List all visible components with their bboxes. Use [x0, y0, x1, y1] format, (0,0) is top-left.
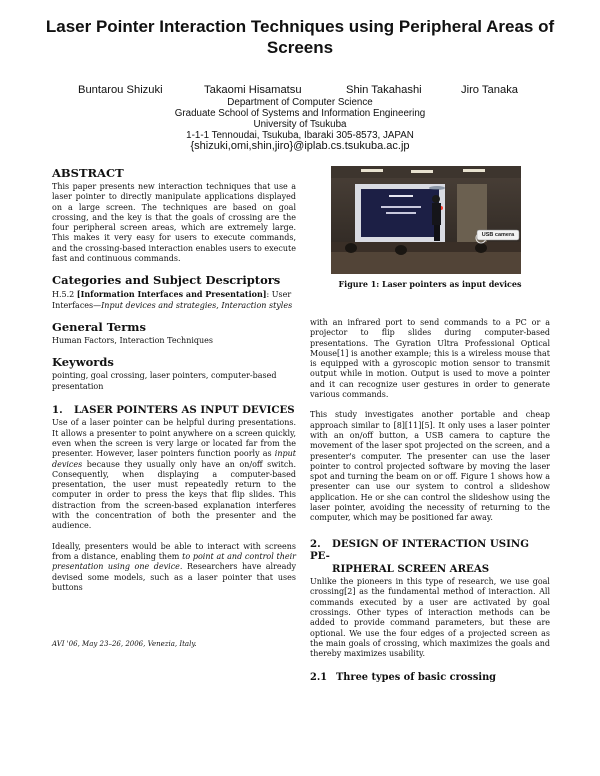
right-column	[310, 318, 550, 684]
presentation-room-illustration	[331, 166, 521, 274]
keywords-heading: Keywords	[52, 355, 114, 370]
paper-title: Laser Pointer Interaction Techniques using Peripheral Areas of Screens	[45, 17, 555, 57]
keywords-text: pointing, goal crossing, laser pointers, computer-based presentation	[52, 371, 277, 391]
text-run: Ideally, presenters would be able to interact with screens from a distance, enabling them	[52, 541, 296, 561]
section-title: LASER POINTERS AS INPUT DEVICES	[74, 403, 295, 416]
author-name: Takaomi Hisamatsu	[204, 84, 302, 96]
usb-camera-label: USB camera	[481, 232, 515, 238]
author-email: {shizuki,omi,shin,jiro}@iplab.cs.tsukuba.ac.jp	[190, 140, 410, 152]
text-run: Use of a laser pointer can be helpful during presentations. It allows a presenter to point anywhere on a screen quickly, even when the screen is very large or located far from the presenter. However, laser pointers function poorly as	[52, 418, 296, 459]
figure-photo	[331, 166, 521, 274]
affiliation-line: Department of Computer Science	[227, 97, 373, 108]
categories-code: H.5.2	[52, 290, 77, 300]
conference-footer: AVI '06, May 23–26, 2006, Venezia, Italy.	[52, 640, 197, 648]
categories-rest: : User Interfaces—	[52, 290, 292, 310]
categories-bold: [Information Interfaces and Presentation]	[76, 289, 267, 300]
general-terms-heading: General Terms	[52, 319, 146, 334]
abstract-text: This paper presents new interaction techniques that use a laser pointer to directly manipulate applications displayed on a large screen. The techniques are based on goal crossing, and the key is that the goals of crossing are the four peripheral screen areas, which are extremely large. This makes it very easy for users to execute commands, and the crossing-based interaction enables users to execute fast and continuous commands.	[52, 182, 296, 264]
affiliation-line: 1-1-1 Tennoudai, Tsukuba, Ibaraki 305-8573, JAPAN	[186, 130, 414, 141]
author-name: Buntarou Shizuki	[78, 84, 163, 96]
categories-heading: Categories and Subject Descriptors	[52, 273, 281, 288]
affiliation-line: University of Tsukuba	[253, 119, 347, 130]
figure-caption: Figure 1: Laser pointers as input devices	[338, 279, 522, 289]
section-number: 2.	[310, 537, 321, 550]
text-run-italic: input devices	[52, 449, 296, 469]
section-title: DESIGN OF INTERACTION USING PE-	[310, 537, 529, 563]
general-terms-text: Human Factors, Interaction Techniques	[52, 335, 214, 345]
section-heading	[52, 404, 296, 417]
categories-italic: Input devices and strategies, Interaction styles	[101, 300, 293, 310]
section-title: RIPHERAL SCREEN AREAS	[332, 562, 490, 575]
subsection-heading	[310, 672, 550, 684]
categories-text	[52, 289, 296, 311]
section1-paragraph	[52, 418, 296, 531]
subsection-title: Three types of basic crossing	[336, 671, 497, 683]
author-name: Shin Takahashi	[346, 84, 422, 96]
subsection-number: 2.1	[310, 671, 328, 683]
text-run: because they usually only have an on/off switch. Consequently, when displaying a computer-based presentation, the user must repeatedly return to the computer in order to press the keys that flip slides. This distraction from the screen-based explanation interferes with the concentration of both the presenter and the audience.	[52, 459, 296, 531]
text-run-italic: to point at and control their presentation using one device	[52, 551, 296, 572]
section2-paragraph: Unlike the pioneers in this type of research, we use goal crossing[2] as the fundamental method of interaction. All commands executed by a user are activated by goal crossings. Other types of interaction methods can be added to provide command parameters, but these are optional. We use the four edges of a projected screen as the main goals of crossing, which maximizes the goals and thereby maximizes usability.	[310, 577, 550, 659]
text-run: . Researchers have already devised some models, such as a laser pointer that uses buttons	[52, 562, 297, 592]
author-name: Jiro Tanaka	[461, 84, 519, 96]
section1-paragraph: This study investigates another portable and cheap approach similar to [8][11][5]. It only uses a laser pointer with an on/off button, a USB camera to capture the movement of the laser spot projected on the screen, and a presenter's computer. The presenter can use the laser pointer to control projected software by moving the laser spot and turning the beam on or off. Figure 1 shows how a presenter can use our system to control a slideshow application. He or she can control the slideshow using the laser pointer, avoiding the necessity of returning to the computer, which may be positioned far away.	[310, 410, 550, 523]
affiliation-line: Graduate School of Systems and Information Engineering	[174, 108, 426, 119]
section1-paragraph: with an infrared port to send commands to a PC or a projector to flip slides during computer-based presentations. The Gyration Ultra Professional Optical Mouse[1] is another example; this is a wireless mouse that is equipped with a gyroscopic motion sensor to transmit output while in motion. Output is used to move a pointer and it can recognize user gestures in order to generate various commands.	[310, 318, 550, 400]
left-column	[52, 167, 296, 593]
section-number: 1.	[52, 403, 63, 416]
abstract-heading: ABSTRACT	[52, 166, 124, 180]
section1-paragraph	[52, 542, 296, 593]
section-heading	[310, 538, 550, 576]
